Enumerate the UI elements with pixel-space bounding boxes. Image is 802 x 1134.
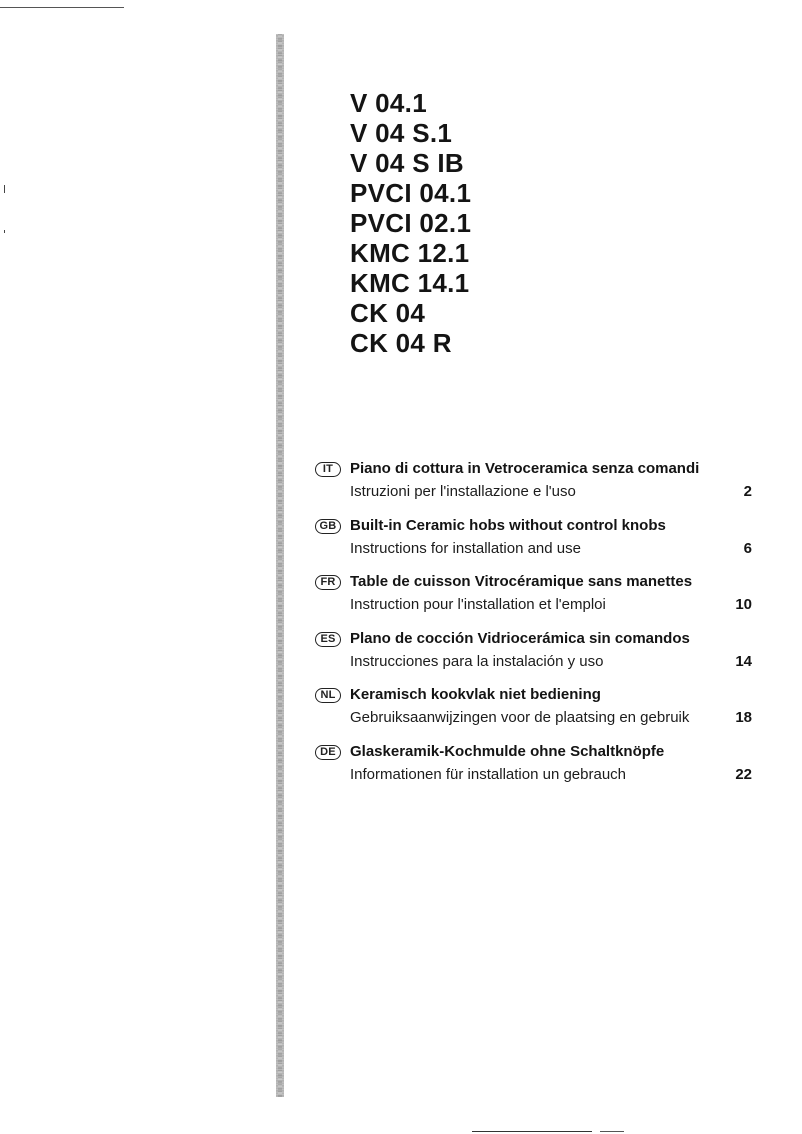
section-subtitle: Instructions for installation and use bbox=[350, 539, 581, 557]
french-language-icon: FR bbox=[315, 575, 341, 590]
section-subtitle: Gebruiksaanwijzingen voor de plaatsing en gebruik bbox=[350, 709, 690, 727]
model-name: CK 04 R bbox=[350, 328, 452, 358]
section-subtitle: Informationen für installation un gebrauch bbox=[350, 765, 627, 783]
scan-speck bbox=[4, 185, 5, 193]
page-number: 10 bbox=[735, 596, 752, 614]
language-entry-de bbox=[314, 741, 764, 798]
model-name: PVCI 02.1 bbox=[350, 208, 472, 238]
language-entry-fr bbox=[314, 571, 764, 628]
bottom-rule bbox=[472, 1131, 592, 1132]
language-entry-it bbox=[314, 458, 764, 515]
binding-strip bbox=[276, 34, 284, 1097]
language-entry-gb bbox=[314, 515, 764, 572]
scan-speck bbox=[4, 230, 5, 233]
section-title: Built-in Ceramic hobs without control knobs bbox=[350, 516, 666, 534]
model-name: CK 04 bbox=[350, 298, 426, 328]
english-language-icon: GB bbox=[315, 519, 341, 534]
language-entry-es bbox=[314, 628, 764, 685]
model-list bbox=[350, 88, 471, 358]
model-name: PVCI 04.1 bbox=[350, 178, 472, 208]
section-subtitle: Instruction pour l'installation et l'emploi bbox=[350, 596, 606, 614]
model-name: V 04 S.1 bbox=[350, 118, 453, 148]
section-title: Keramisch kookvlak niet bediening bbox=[350, 686, 601, 704]
page-number: 18 bbox=[735, 709, 752, 727]
page-number: 2 bbox=[743, 483, 752, 500]
top-rule bbox=[0, 7, 124, 8]
language-index bbox=[314, 458, 764, 798]
section-title: Piano di cottura in Vetroceramica senza comandi bbox=[350, 460, 700, 477]
german-language-icon: DE bbox=[315, 745, 341, 760]
section-title: Table de cuisson Vitrocéramique sans manettes bbox=[350, 573, 693, 591]
bottom-rule bbox=[600, 1131, 624, 1132]
section-title: Plano de cocción Vidriocerámica sin comandos bbox=[350, 629, 690, 647]
dutch-language-icon: NL bbox=[315, 688, 341, 703]
section-title: Glaskeramik-Kochmulde ohne Schaltknöpfe bbox=[350, 742, 665, 760]
model-name: KMC 14.1 bbox=[350, 268, 470, 298]
spanish-language-icon: ES bbox=[315, 632, 341, 647]
model-name: KMC 12.1 bbox=[350, 238, 470, 268]
section-subtitle: Instrucciones para la instalación y uso bbox=[350, 652, 604, 670]
model-name: V 04 S IB bbox=[350, 148, 464, 178]
page-number: 22 bbox=[735, 765, 752, 783]
page-number: 6 bbox=[743, 539, 752, 557]
language-entry-nl bbox=[314, 684, 764, 741]
section-subtitle: Istruzioni per l'installazione e l'uso bbox=[350, 483, 576, 500]
italian-language-icon: IT bbox=[315, 462, 341, 477]
model-name: V 04.1 bbox=[350, 88, 427, 118]
page-number: 14 bbox=[735, 652, 752, 670]
